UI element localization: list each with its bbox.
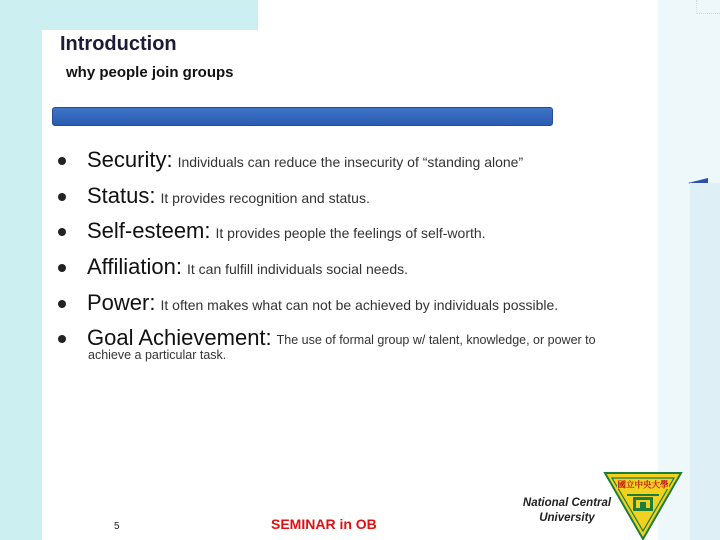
bullet-icon bbox=[58, 300, 66, 308]
bullet-description: It provides recognition and status. bbox=[160, 189, 370, 206]
bullet-description: It can fulfill individuals social needs. bbox=[186, 260, 408, 277]
bullet-term: Affiliation: bbox=[87, 253, 182, 279]
university-line-2: University bbox=[539, 511, 595, 524]
right-side-panel bbox=[658, 0, 720, 540]
bullet-icon bbox=[58, 264, 66, 272]
bullet-description: The use of formal group w/ talent, knowledge, or power to bbox=[276, 333, 596, 348]
page-number: 5 bbox=[114, 521, 120, 532]
corner-dotted-mark bbox=[696, 0, 720, 14]
slide-subtitle: why people join groups bbox=[66, 64, 234, 81]
bullet-icon bbox=[58, 335, 66, 343]
university-emblem-icon bbox=[603, 471, 683, 540]
left-frame-band bbox=[0, 0, 42, 540]
university-line-1: National Central bbox=[522, 497, 612, 509]
bullet-icon bbox=[58, 157, 66, 165]
emblem-text: 國立中央大學 bbox=[617, 480, 669, 491]
bullet-term: Security: bbox=[87, 146, 173, 172]
footer-seminar-label: SEMINAR in OB bbox=[271, 516, 377, 532]
slide-title: Introduction bbox=[60, 33, 177, 55]
bullet-term: Power: bbox=[87, 289, 156, 315]
bullet-description: It provides people the feelings of self-worth. bbox=[215, 225, 486, 242]
bullet-term: Self-esteem: bbox=[87, 218, 211, 244]
bullet-item-self-esteem bbox=[55, 213, 655, 249]
bullet-continuation: achieve a particular task. bbox=[88, 348, 227, 362]
bullet-icon bbox=[58, 228, 66, 236]
bullet-term: Goal Achievement: bbox=[87, 325, 272, 351]
title-divider-bar bbox=[52, 107, 553, 126]
bullet-item-status bbox=[55, 178, 655, 214]
bullet-list bbox=[55, 142, 655, 356]
bullet-item-power bbox=[55, 285, 655, 321]
bullet-icon bbox=[58, 193, 66, 201]
bullet-description: It often makes what can not be achieved by individuals possible. bbox=[160, 296, 559, 313]
right-shade-band bbox=[690, 183, 720, 540]
bullet-term: Status: bbox=[87, 182, 156, 208]
bullet-item-security bbox=[55, 142, 655, 178]
bullet-item-affiliation bbox=[55, 249, 655, 285]
bullet-description: Individuals can reduce the insecurity of “standing alone” bbox=[177, 153, 524, 170]
